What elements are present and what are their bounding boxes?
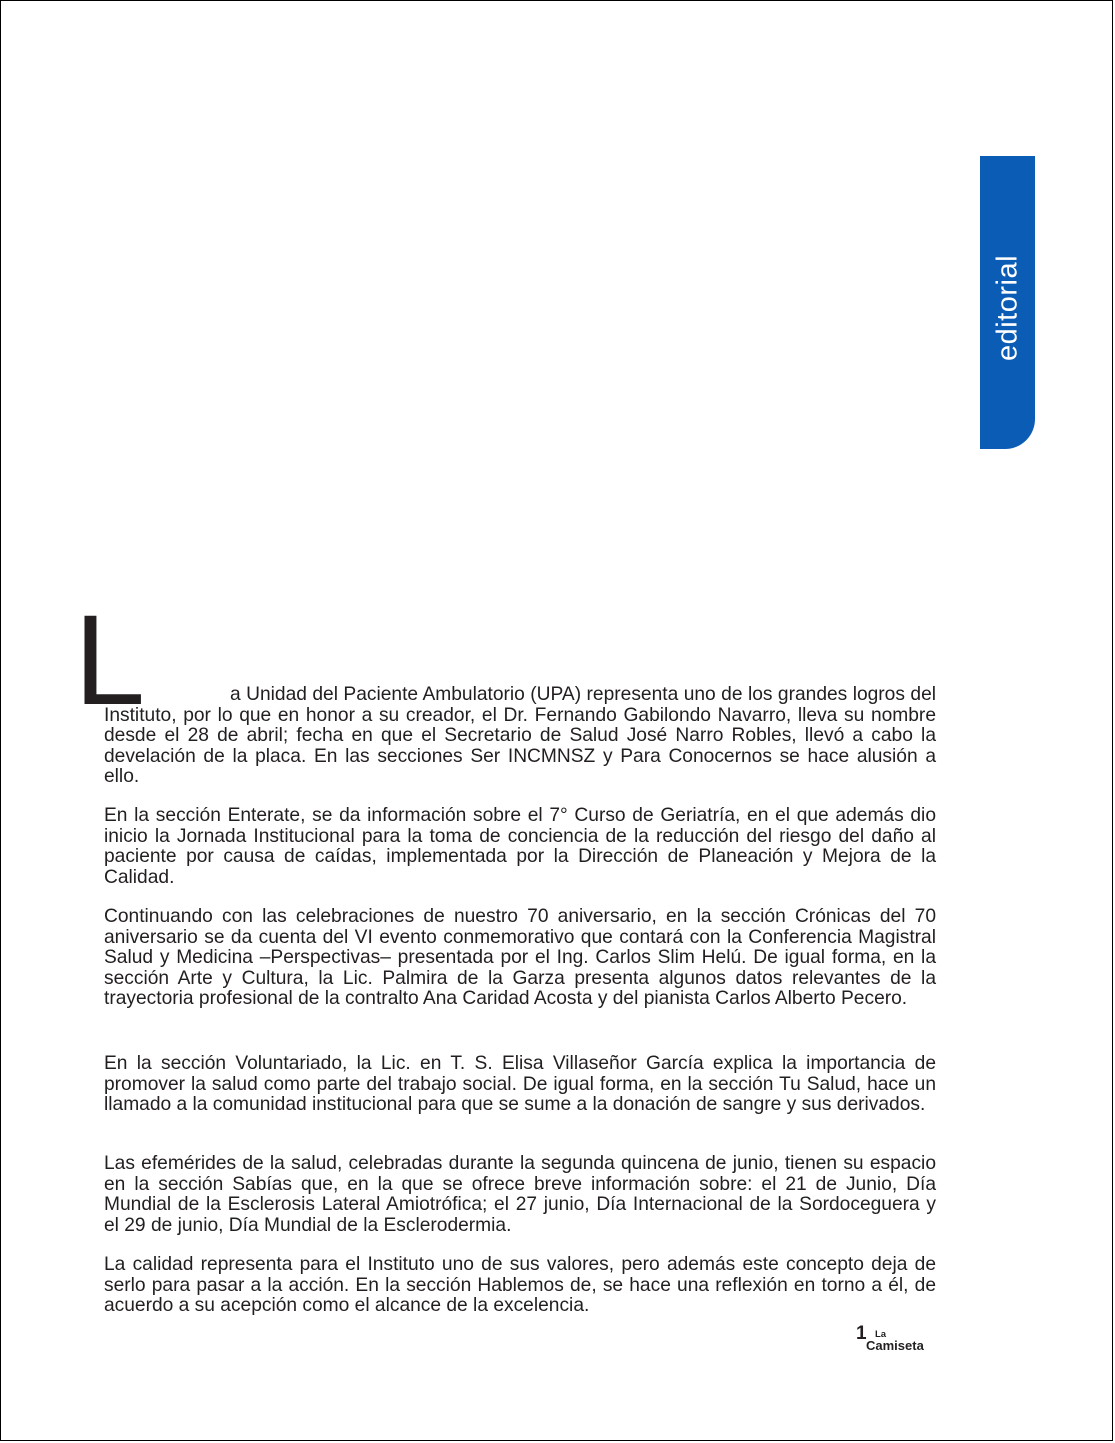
page-number: 1 [856, 1323, 867, 1344]
paragraph-5: Las efemérides de la salud, celebradas durante la segunda quincena de junio, tienen su espacio en la sección Sabías que, en la que se ofrece breve información sobre: el 21 de Junio, Día Mundial de la Esclerosis Lateral Amiotrófica; el 27 junio, Día Internacional de la Sordoceguera y el 29 de junio, Día Mundial de la Esclerodermia. [104, 1153, 936, 1236]
section-tab [980, 156, 1035, 449]
paragraph-2: En la sección Enterate, se da información sobre el 7° Curso de Geriatría, en el que además dio inicio la Jornada Institucional para la toma de conciencia de la reducción del riesgo del daño al paciente por causa de caídas, implementada por la Dirección de Planeación y Mejora de la Calidad. [104, 805, 936, 888]
paragraph-6: La calidad representa para el Instituto uno de sus valores, pero además este concepto deja de serlo para pasar a la acción. En la sección Hablemos de, se hace una reflexión en torno a él, de acuerdo a su acepción como el alcance de la excelencia. [104, 1254, 936, 1317]
drop-cap: L [74, 589, 146, 732]
brand-name-top: La [875, 1329, 887, 1340]
paragraph-1: a Unidad del Paciente Ambulatorio (UPA) representa uno de los grandes logros del Instituto, por lo que en honor a su creador, el Dr. Fernando Gabilondo Navarro, lleva su nombre desde el 28 de abril; fecha en que el Secretario de Salud José Narro Robles, llevó a cabo la develación de la placa. En las secciones Ser INCMNSZ y Para Conocernos se hace alusión a ello. [104, 684, 936, 788]
paragraph-4: En la sección Voluntariado, la Lic. en T. S. Elisa Villaseñor García explica la importancia de promover la salud como parte del trabajo social. De igual forma, en la sección Tu Salud, hace un llamado a la comunidad institucional para que se sume a la donación de sangre y sus derivados. [104, 1053, 936, 1116]
brand-name-bottom: Camiseta [866, 1338, 924, 1353]
section-tab-label: editorial [991, 255, 1023, 362]
paragraph-3: Continuando con las celebraciones de nuestro 70 aniversario, en la sección Crónicas del 70 aniversario se da cuenta del VI evento conmemorativo que contará con la Conferencia Magistral Salud y Medicina –Perspectivas– presentada por el Ing. Carlos Slim Helú. De igual forma, en la sección Arte y Cultura, la Lic. Palmira de la Garza presenta algunos datos relevantes de la trayectoria profesional de la contralto Ana Caridad Acosta y del pianista Carlos Alberto Pecero. [104, 906, 936, 1010]
